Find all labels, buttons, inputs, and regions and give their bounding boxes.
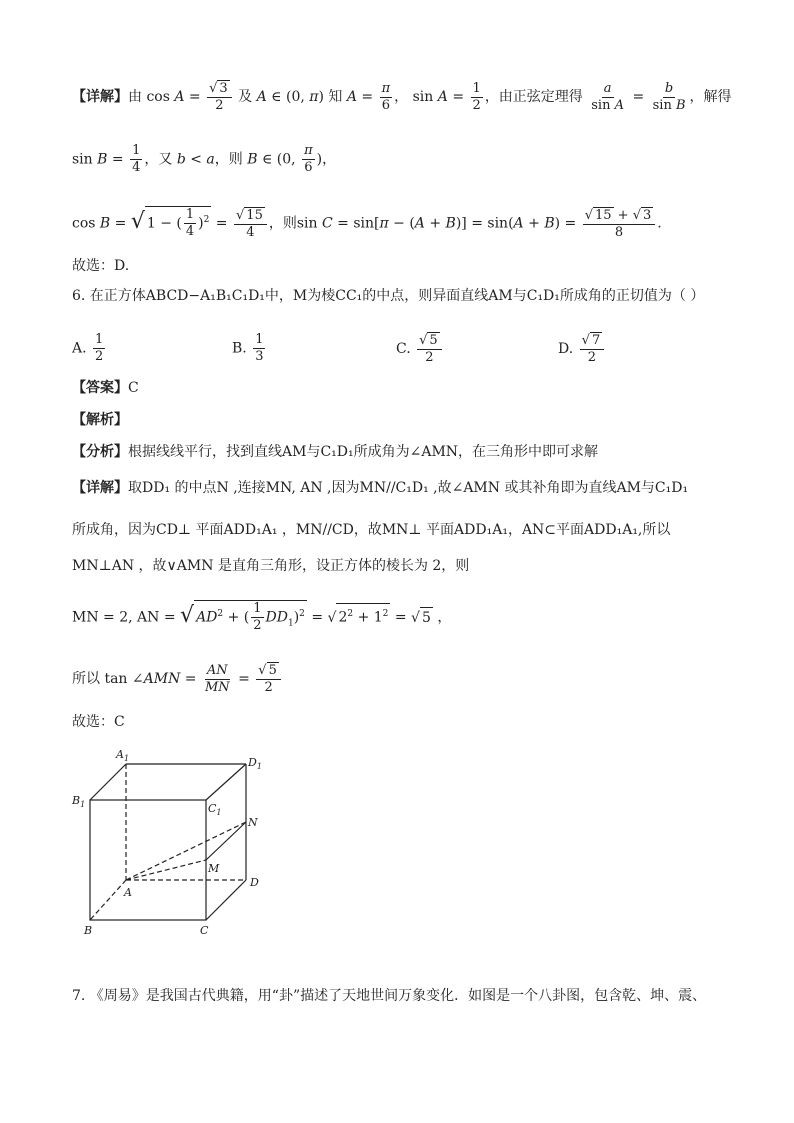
label-b1: $B_1$ [72, 794, 86, 809]
q6-stem: 6. 在正方体ABCD−A₁B₁C₁D₁中，M为棱CC₁的中点，则异面直线AM与C₁D₁所成角的正切值为（ ） [72, 288, 705, 304]
q6-detail-line-5: 所以 tan ∠AMN = $\frac{AN}{MN}$ = √ $\frac{5}{2}$ [72, 662, 283, 696]
segment-mn [206, 822, 246, 860]
q6-detail-line-3: MN⊥AN ，故∨AMN 是直角三角形，设正方体的棱长为 2，则 [72, 558, 470, 574]
q5-detail-line-3: cos B = √ 1 − ( $\frac{1}{4}$ )$^2$ = √ $\frac{15}{4}$ ，则sin C = sin[π − (A + B)] = sin(A + B) = √ $\frac{15 + √ 3}{8}$ . [72, 206, 662, 241]
q5-detail-line-2: sin B = $\frac{1}{4}$ ，又 b < a，则 B ∈ (0, $\frac{\pi}{6}$ )， [72, 143, 337, 175]
q6-explanation-heading: 【解析】 [72, 412, 128, 428]
edge-a-b [90, 880, 126, 920]
label-c1: $C_1$ [208, 802, 222, 817]
q6-analysis: 【分析】根据线线平行，找到直线AM与C₁D₁所成角为∠AMN，在三角形中即可求解 [72, 444, 599, 460]
segment-am [126, 860, 206, 880]
q6-option-c: C. √ $\frac{5}{2}$ [396, 332, 444, 366]
label-d1: $D_1$ [248, 756, 262, 771]
q7-stem: 7. 《周易》是我国古代典籍，用“卦”描述了天地世间万象变化．如图是一个八卦图，包含乾、坤、震、 [72, 988, 707, 1004]
q6-option-d: D. √ $\frac{7}{2}$ [558, 332, 606, 366]
label-a1: $A_1$ [116, 748, 130, 763]
q6-option-b: B. $\frac{1}{3}$ [232, 332, 264, 364]
label-n: N [248, 816, 258, 829]
q6-detail-line-2: 所成角，因为CD⊥ 平面ADD₁A₁ ，MN//CD，故MN⊥ 平面ADD₁A₁，AN⊂平面ADD₁A₁,所以 [72, 522, 671, 538]
label-a: A [124, 886, 132, 899]
q6-option-a: A. $\frac{1}{2}$ [72, 332, 104, 364]
q6-detail-line-4: MN = 2, AN = √ $AD^2$ + ( $\frac{1}{2}$ $DD_1)^2$ = √ $2^2 + 1^2$ = √ 5 ， [72, 600, 451, 634]
label-m: M [208, 862, 220, 875]
edge-b1-a1 [90, 764, 126, 800]
segment-an [126, 822, 246, 880]
q6-choose: 故选：C [72, 714, 125, 730]
cube-figure [70, 740, 270, 940]
q6-detail-line-1: 【详解】取DD₁ 的中点N ,连接MN, AN ,因为MN//C₁D₁ ,故∠AMN 或其补角即为直线AM与C₁D₁ [72, 480, 689, 496]
label-d: D [250, 876, 259, 889]
q6-answer: 【答案】C [72, 380, 139, 396]
q5-choose: 故选：D. [72, 258, 130, 274]
label-c: C [200, 924, 209, 937]
edge-d1-c1 [206, 764, 246, 800]
label-b: B [84, 924, 93, 937]
cube-front-face [90, 800, 206, 920]
q5-detail-line-1: 【详解】由 cos A = √ $\frac{3}{2}$ 及 A ∈ (0, π) 知 A = $\frac{\pi}{6}$ ， sin A = $\frac{1}{2}$ ，由正弦定理得 $\frac{a}{\text{sin A}}$ = $\frac{b}{\text{sin B}}$ ，解得 [72, 80, 732, 114]
edge-d-c [206, 880, 246, 920]
